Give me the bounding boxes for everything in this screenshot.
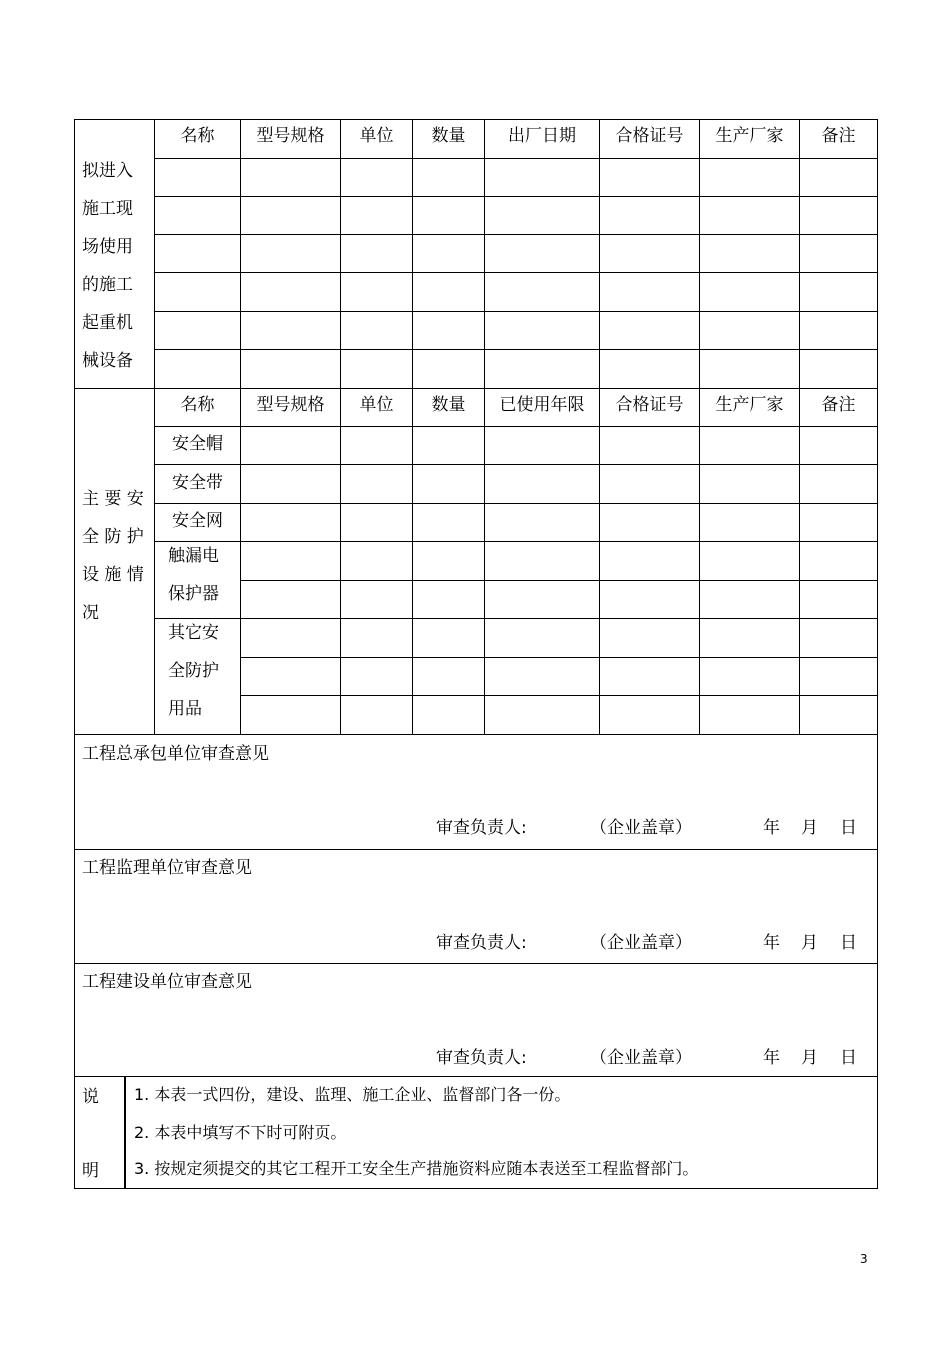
column-header: 合格证号 <box>615 395 684 415</box>
column-header: 生产厂家 <box>715 126 784 146</box>
item-label-line: 其它安 <box>168 623 219 643</box>
column-header: 数量 <box>431 126 466 146</box>
column-header: 名称 <box>180 395 215 415</box>
notes-label: 说 <box>82 1087 99 1107</box>
grid-line <box>124 1076 126 1188</box>
section-divider <box>74 1076 878 1077</box>
section2-label <box>82 480 144 632</box>
grid-line <box>599 119 600 734</box>
grid-line <box>154 196 877 197</box>
grid-line <box>240 657 877 658</box>
grid-line <box>154 349 877 350</box>
column-header: 备注 <box>821 395 856 415</box>
column-header: 名称 <box>180 126 215 146</box>
notes-label: 明 <box>82 1161 99 1181</box>
grid-line <box>484 119 485 734</box>
grid-line <box>154 272 877 273</box>
grid-line <box>154 234 877 235</box>
label-line: 设 施 情 <box>82 565 144 585</box>
year-label: 年 <box>763 933 780 953</box>
grid-line <box>240 119 241 734</box>
label-line: 械设备 <box>82 351 133 371</box>
month-label: 月 <box>801 818 818 838</box>
item-label-line: 用品 <box>168 699 202 719</box>
item-label-line: 触漏电 <box>168 546 219 566</box>
section1-label <box>82 152 133 380</box>
border-top <box>74 119 878 120</box>
column-header: 数量 <box>431 395 466 415</box>
note-item: 3. 按规定须提交的其它工程开工安全生产措施资料应随本表送至工程监督部门。 <box>134 1159 699 1178</box>
column-header: 生产厂家 <box>715 395 784 415</box>
item-label-line: 保护器 <box>168 584 219 604</box>
item-label: 安全帽 <box>172 434 223 454</box>
signer-label: 审查负责人: <box>436 933 527 953</box>
grid-line <box>699 119 700 734</box>
day-label: 日 <box>840 933 857 953</box>
seal-label: （企业盖章） <box>590 933 692 953</box>
day-label: 日 <box>840 818 857 838</box>
signer-label: 审查负责人: <box>436 1048 527 1068</box>
section-divider <box>74 963 878 964</box>
column-header: 单位 <box>359 126 394 146</box>
month-label: 月 <box>801 933 818 953</box>
item-label: 安全网 <box>172 511 223 531</box>
label-line: 主 要 安 <box>82 489 144 509</box>
label-line: 的施工 <box>82 275 133 295</box>
year-label: 年 <box>763 818 780 838</box>
section-divider <box>74 734 878 735</box>
grid-line <box>154 541 877 542</box>
note-item: 2. 本表中填写不下时可附页。 <box>134 1123 347 1142</box>
grid-line <box>240 695 877 696</box>
column-header: 型号规格 <box>256 126 325 146</box>
label-line: 场使用 <box>82 237 133 257</box>
label-line: 全 防 护 <box>82 527 144 547</box>
grid-line <box>154 426 877 427</box>
grid-line <box>240 580 877 581</box>
grid-line <box>154 158 877 159</box>
item-label: 安全带 <box>172 473 223 493</box>
month-label: 月 <box>801 1048 818 1068</box>
label-line: 拟进入 <box>82 161 133 181</box>
border-left <box>74 119 75 1189</box>
item-label <box>168 614 219 728</box>
note-item: 1. 本表一式四份，建设、监理、施工企业、监督部门各一份。 <box>134 1085 571 1104</box>
page-number: 3 <box>860 1252 868 1266</box>
seal-label: （企业盖章） <box>590 818 692 838</box>
review-title: 工程总承包单位审查意见 <box>82 744 269 764</box>
signer-label: 审查负责人: <box>436 818 527 838</box>
day-label: 日 <box>840 1048 857 1068</box>
grid-line <box>154 464 877 465</box>
year-label: 年 <box>763 1048 780 1068</box>
item-label <box>168 537 219 613</box>
item-label-line: 全防护 <box>168 661 219 681</box>
border-right <box>877 119 878 1189</box>
label-line: 况 <box>82 603 99 623</box>
column-header: 型号规格 <box>256 395 325 415</box>
grid-line <box>412 119 413 734</box>
column-header: 出厂日期 <box>508 126 576 146</box>
grid-line <box>154 119 155 734</box>
column-header: 已使用年限 <box>499 395 585 415</box>
grid-line <box>154 618 877 619</box>
column-header: 单位 <box>359 395 394 415</box>
review-title: 工程监理单位审查意见 <box>82 858 252 878</box>
label-line: 施工现 <box>82 199 133 219</box>
review-title: 工程建设单位审查意见 <box>82 972 252 992</box>
grid-line <box>799 119 800 734</box>
border-bottom <box>74 1188 878 1189</box>
seal-label: （企业盖章） <box>590 1048 692 1068</box>
grid-line <box>340 119 341 734</box>
section-divider <box>74 849 878 850</box>
column-header: 合格证号 <box>615 126 684 146</box>
grid-line <box>154 503 877 504</box>
label-line: 起重机 <box>82 313 133 333</box>
column-header: 备注 <box>821 126 856 146</box>
section-divider <box>74 388 878 389</box>
grid-line <box>154 311 877 312</box>
